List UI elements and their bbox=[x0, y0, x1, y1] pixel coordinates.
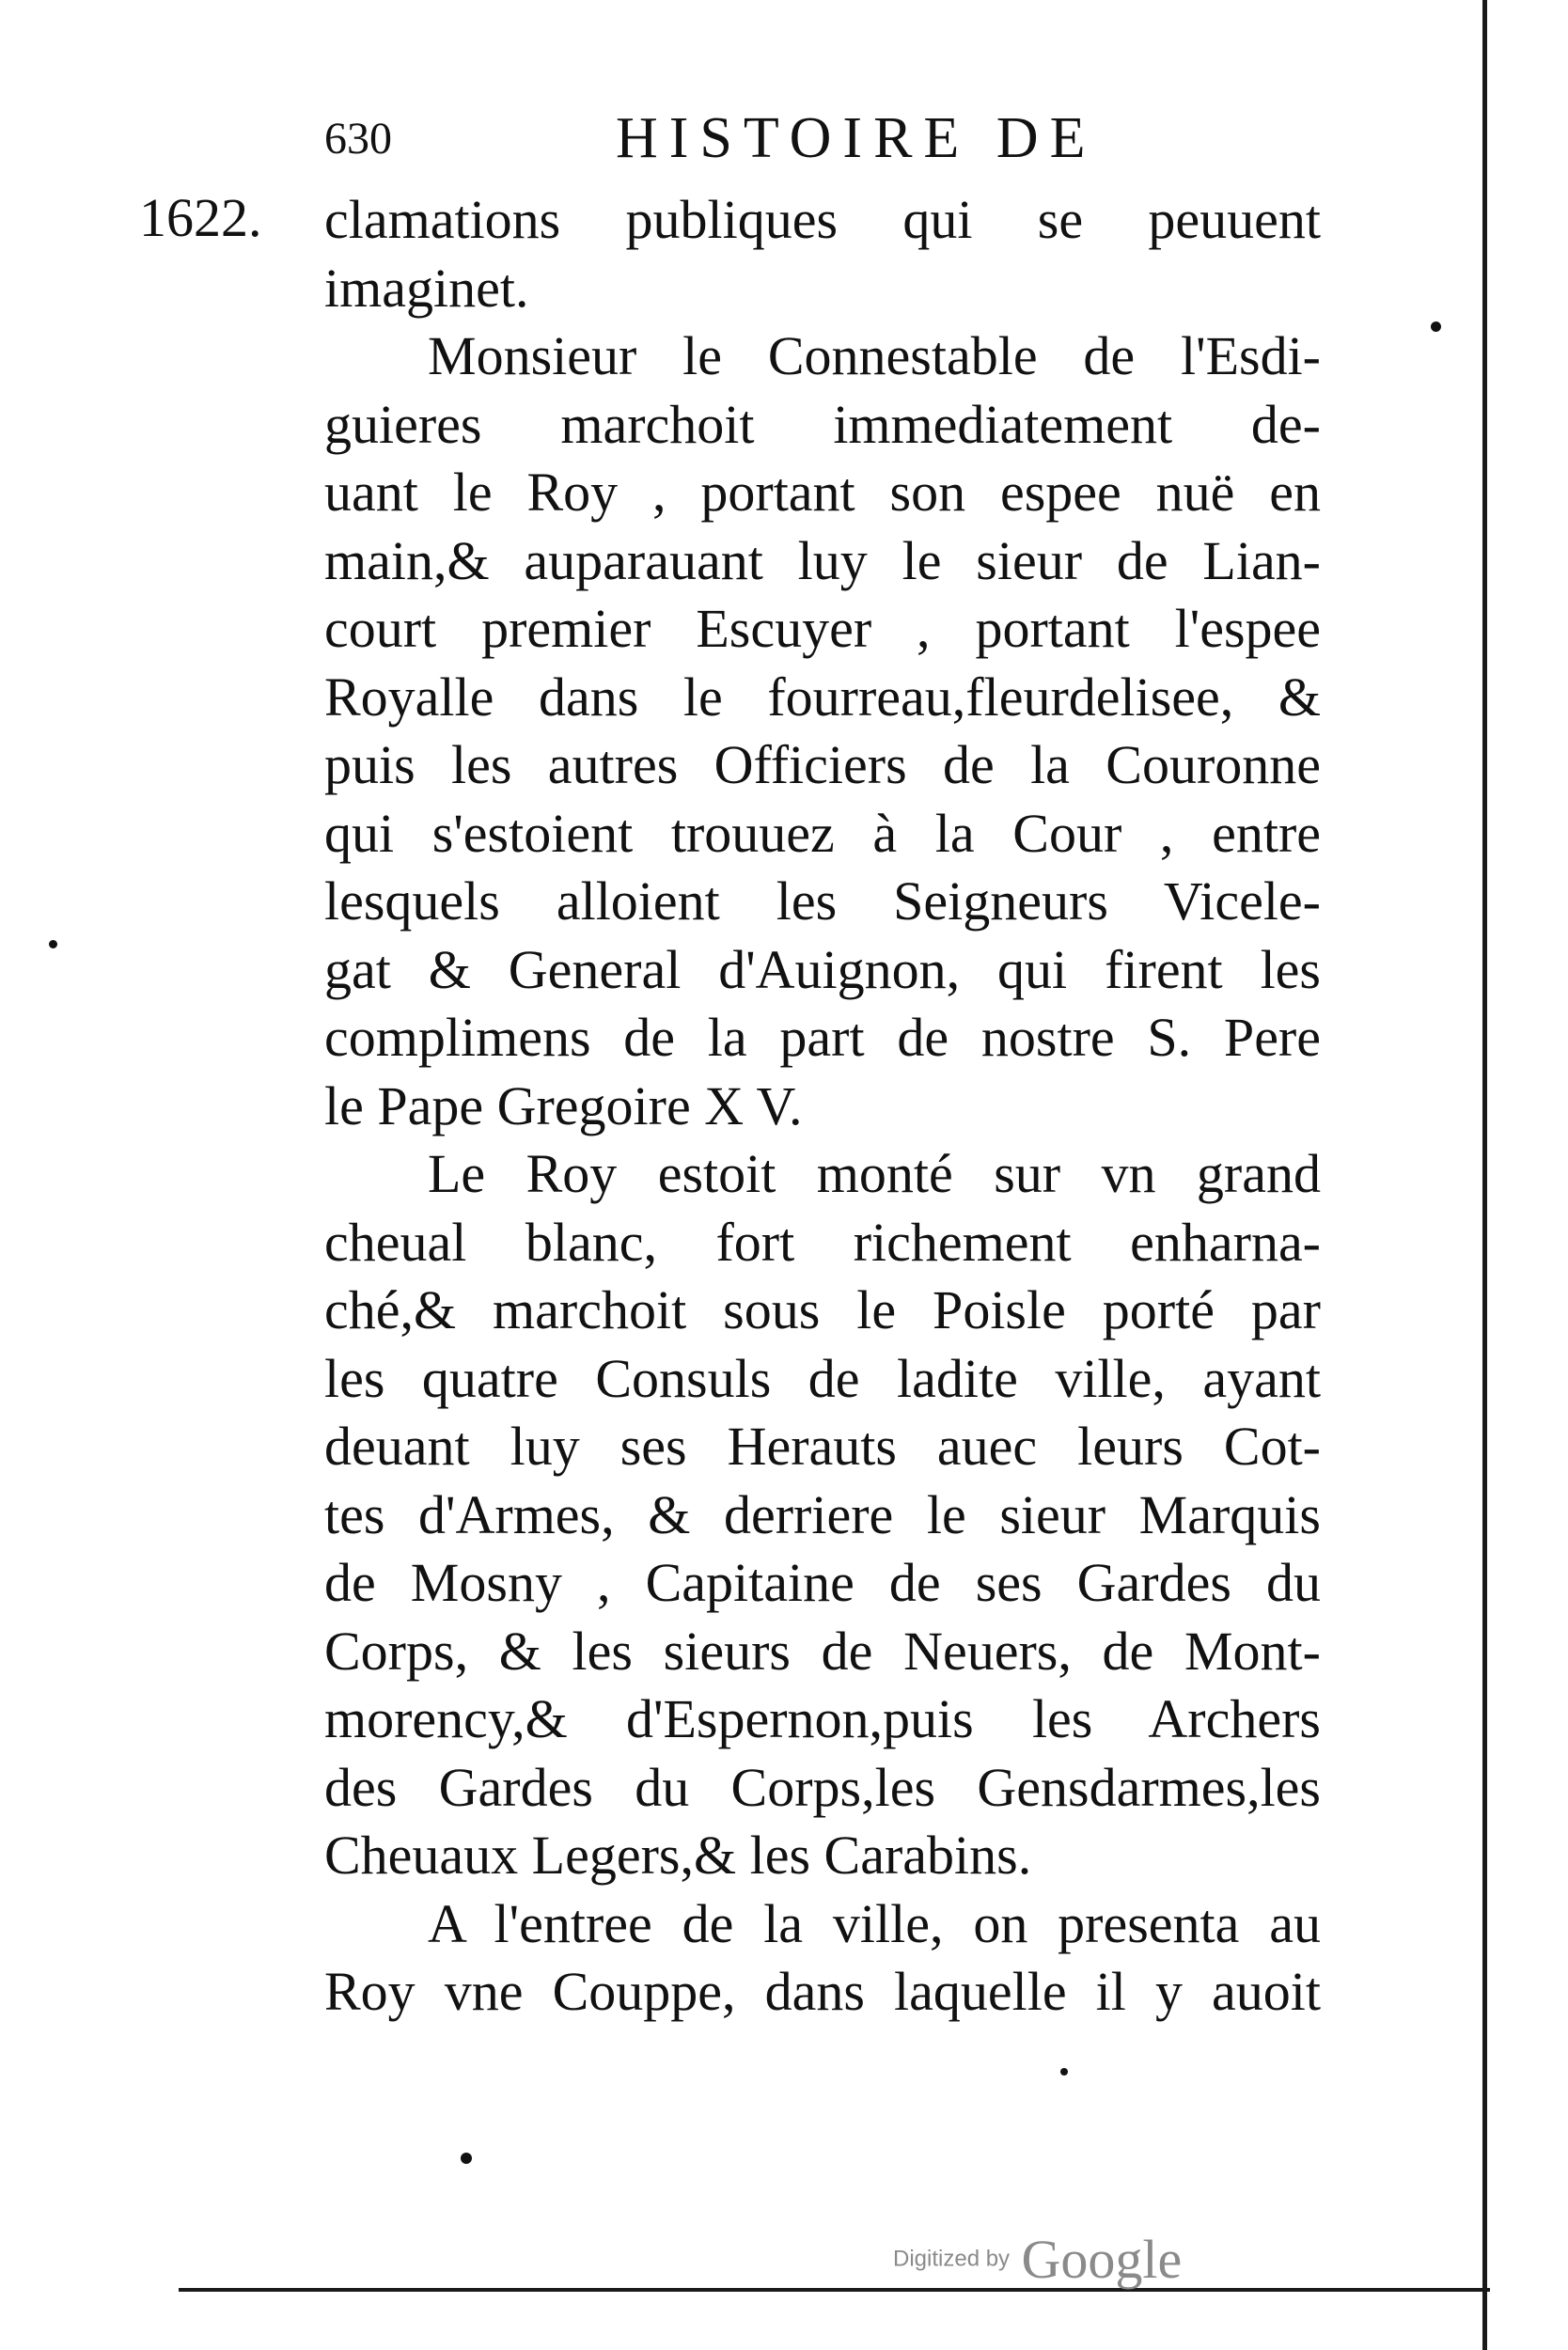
body-text bbox=[324, 186, 1321, 2027]
text-line: morency,& d'Espernon,puis les Archers bbox=[324, 1688, 1321, 1749]
running-title: HISTOIRE DE bbox=[616, 106, 1097, 170]
text-line: lesquels alloient les Seigneurs Vicele- bbox=[324, 870, 1321, 932]
watermark-prefix: Digitized by bbox=[893, 2246, 1011, 2272]
text-line: Cheuaux Legers,& les Carabins. bbox=[324, 1825, 1032, 1886]
ink-speck bbox=[1060, 2068, 1068, 2076]
text-line: uant le Roy , portant son espee nuë en bbox=[324, 462, 1321, 523]
text-line: qui s'estoient trouuez à la Cour , entre bbox=[324, 802, 1321, 864]
paragraph-start-line: Monsieur le Connestable de l'Esdi- bbox=[428, 325, 1321, 386]
text-line: Royalle dans le fourreau,fleurdelisee, & bbox=[324, 666, 1321, 728]
ink-speck bbox=[461, 2153, 472, 2164]
text-line: les quatre Consuls de ladite ville, ayant bbox=[324, 1347, 1321, 1409]
text-line: court premier Escuyer , portant l'espee bbox=[324, 598, 1321, 659]
text-line: tes d'Armes, & derriere le sieur Marquis bbox=[324, 1483, 1321, 1545]
text-line: deuant luy ses Herauts auec leurs Cot- bbox=[324, 1416, 1321, 1477]
page-edge-bottom bbox=[179, 2288, 1490, 2292]
text-line: imaginet. bbox=[324, 257, 529, 319]
google-logo: Google bbox=[1021, 2229, 1183, 2290]
text-line: complimens de la part de nostre S. Pere bbox=[324, 1007, 1321, 1068]
margin-year: 1622. bbox=[139, 187, 262, 248]
text-line: puis les autres Officiers de la Couronne bbox=[324, 734, 1321, 795]
text-line: le Pape Gregoire X V. bbox=[324, 1074, 803, 1136]
text-line: clamations publiques qui se peuuent bbox=[324, 189, 1321, 250]
text-line: de Mosny , Capitaine de ses Gardes du bbox=[324, 1552, 1321, 1613]
text-line: Roy vne Couppe, dans laquelle il y auoit bbox=[324, 1961, 1321, 2022]
ink-speck bbox=[49, 940, 57, 948]
text-line: gat & General d'Auignon, qui firent les bbox=[324, 938, 1321, 1000]
text-line: main,& auparauant luy le sieur de Lian- bbox=[324, 529, 1321, 591]
text-line: guieres marchoit immediatement de- bbox=[324, 393, 1321, 455]
digitized-watermark bbox=[893, 2228, 1182, 2291]
text-line: des Gardes du Corps,les Gensdarmes,les bbox=[324, 1756, 1321, 1818]
paragraph-start-line: Le Roy estoit monté sur vn grand bbox=[428, 1143, 1321, 1204]
page-edge-right bbox=[1482, 0, 1487, 2350]
paragraph-start-line: A l'entree de la ville, on presenta au bbox=[428, 1892, 1321, 1954]
ink-speck bbox=[1431, 321, 1441, 332]
text-line: ché,& marchoit sous le Poisle porté par bbox=[324, 1279, 1321, 1340]
page-number: 630 bbox=[324, 114, 392, 164]
text-line: Corps, & les sieurs de Neuers, de Mont- bbox=[324, 1620, 1321, 1682]
text-line: cheual blanc, fort richement enharna- bbox=[324, 1211, 1321, 1273]
